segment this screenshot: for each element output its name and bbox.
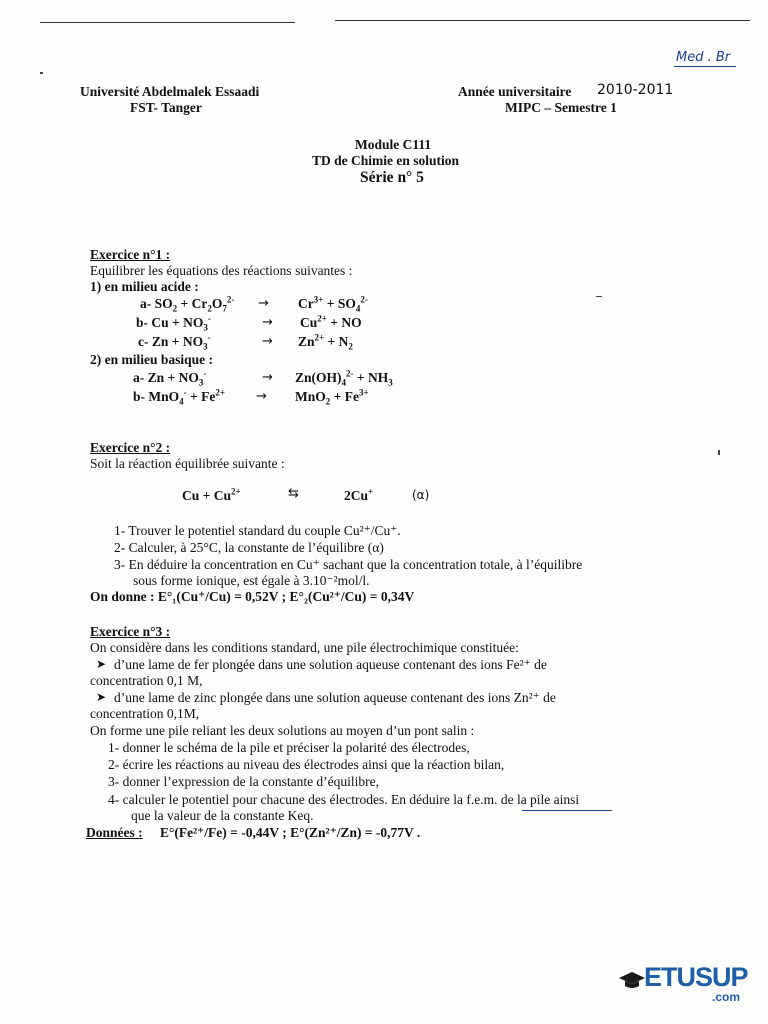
ex3-bullet-2b: concentration 0,1M, bbox=[90, 706, 200, 721]
graduation-cap-icon bbox=[618, 970, 646, 990]
eq-c-left: c- $Zn + NO_3^-$ bbox=[138, 332, 211, 352]
scan-line-top bbox=[40, 22, 295, 23]
eq-basic-a-right: $Zn(OH)_4^{2-} + NH_3$ bbox=[295, 368, 393, 388]
program-name: MIPC – Semestre 1 bbox=[505, 100, 617, 115]
ex2-question-2: 2- Calculer, à 25°C, la constante de l’équilibre (α) bbox=[114, 540, 384, 555]
ex3-question-2: 2- écrire les réactions au niveau des électrodes ainsi que la réaction bilan, bbox=[108, 757, 505, 772]
handwritten-underline bbox=[674, 66, 736, 67]
ex3-bullet-1a: d’une lame de fer plongée dans une solution aqueuse contenant des ions Fe²⁺ de bbox=[114, 657, 547, 672]
ex3-question-4a: 4- calculer le potentiel pour chacune des électrodes. En déduire la f.e.m. de la pile ainsi bbox=[108, 792, 580, 807]
handwritten-note: Med . Br bbox=[676, 50, 731, 65]
ex1-instruction: Equilibrer les équations des réactions suivantes : bbox=[90, 263, 353, 278]
ex1-acid-label: 1) en milieu acide : bbox=[90, 279, 199, 294]
equilibrium-arrow-icon: ⇆ bbox=[288, 486, 299, 501]
year-value: 2010-2011 bbox=[597, 82, 674, 98]
ex2-question-1: 1- Trouver le potentiel standard du couple Cu²⁺/Cu⁺. bbox=[114, 523, 401, 538]
module-title: Module C111 bbox=[355, 137, 432, 152]
ex3-intro: On considère dans les conditions standard, une pile électrochimique constituée: bbox=[90, 640, 519, 655]
year-label: Année universitaire bbox=[458, 84, 572, 99]
arrow-icon: → bbox=[262, 315, 273, 330]
ex3-bullet-1b: concentration 0,1 M, bbox=[90, 673, 203, 688]
scan-line-top-right bbox=[335, 20, 750, 21]
ex2-reaction-left: $Cu + Cu^{2+}$ bbox=[182, 486, 241, 503]
bullet-arrow-icon: ➤ bbox=[96, 657, 107, 671]
scan-speck bbox=[718, 450, 720, 455]
ex3-bullet-2a: d’une lame de zinc plongée dans une solution aqueuse contenant des ions Zn²⁺ de bbox=[114, 690, 556, 705]
scan-speck bbox=[596, 296, 602, 297]
arrow-icon: → bbox=[262, 334, 273, 349]
eq-a-right: $Cr^{3+} + SO_4^{2-}$ bbox=[298, 294, 368, 314]
eq-basic-b-right: $MnO_2 + Fe^{3+}$ bbox=[295, 387, 369, 407]
ex2-question-3b: sous forme ionique, est égale à 3.10⁻²mol/l. bbox=[133, 573, 370, 588]
arrow-icon: → bbox=[262, 370, 273, 385]
eq-basic-b-left: b- $MnO_4^- + Fe^{2+}$ bbox=[133, 387, 225, 407]
eq-c-right: $Zn^{2+} + N_2$ bbox=[298, 332, 353, 352]
university-name: Université Abdelmalek Essaadi bbox=[80, 84, 260, 99]
eq-b-right: $Cu^{2+}$ + NO bbox=[300, 313, 362, 330]
eq-a-left: a- $SO_2 + Cr_2O_7^{2-}$ bbox=[140, 294, 235, 314]
ex3-donnees: E°(Fe²⁺/Fe) = -0,44V ; E°(Zn²⁺/Zn) = -0,77V . bbox=[160, 825, 421, 840]
etusup-logo bbox=[618, 962, 758, 1008]
eq-b-left: b- $Cu + NO_3^-$ bbox=[136, 313, 211, 333]
ex2-heading: Exercice n°2 : bbox=[90, 440, 171, 455]
ex2-reaction-right: 2Cu+ bbox=[344, 486, 374, 503]
ex3-question-1: 1- donner le schéma de la pile et préciser la polarité des électrodes, bbox=[108, 740, 470, 755]
eq-basic-a-left: a- $Zn + NO_3^-$ bbox=[133, 368, 207, 388]
ex2-donne: On donne : E°₁(Cu⁺/Cu) = 0,52V ; E°₂(Cu²⁺/Cu) = 0,34V bbox=[90, 589, 415, 604]
ex1-basic-label: 2) en milieu basique : bbox=[90, 352, 214, 367]
bullet-arrow-icon: ➤ bbox=[96, 690, 107, 704]
ex3-heading: Exercice n°3 : bbox=[90, 624, 171, 639]
ex2-question-3a: 3- En déduire la concentration en Cu⁺ sachant que la concentration totale, à l’équilibre bbox=[114, 557, 583, 572]
ex3-donnees-label: Données : bbox=[86, 825, 143, 840]
logo-main-text: ETUSUP bbox=[644, 962, 748, 992]
arrow-icon: → bbox=[256, 389, 267, 404]
arrow-icon: → bbox=[258, 296, 269, 311]
faculty-name: FST- Tanger bbox=[130, 100, 202, 115]
ex2-intro: Soit la réaction équilibrée suivante : bbox=[90, 456, 285, 471]
ex2-reaction-tag: (α) bbox=[412, 488, 430, 502]
handwritten-underline-fem bbox=[522, 810, 612, 811]
scan-speck bbox=[40, 72, 43, 74]
logo-sub-text: .com bbox=[712, 990, 741, 1004]
ex3-question-3: 3- donner l’expression de la constante d’équilibre, bbox=[108, 774, 380, 789]
serie-title: Série n° 5 bbox=[360, 169, 424, 186]
ex1-heading: Exercice n°1 : bbox=[90, 247, 171, 262]
td-title: TD de Chimie en solution bbox=[312, 153, 460, 168]
ex3-forme: On forme une pile reliant les deux solutions au moyen d’un pont salin : bbox=[90, 723, 475, 738]
ex3-question-4b: que la valeur de la constante Keq. bbox=[131, 808, 314, 823]
